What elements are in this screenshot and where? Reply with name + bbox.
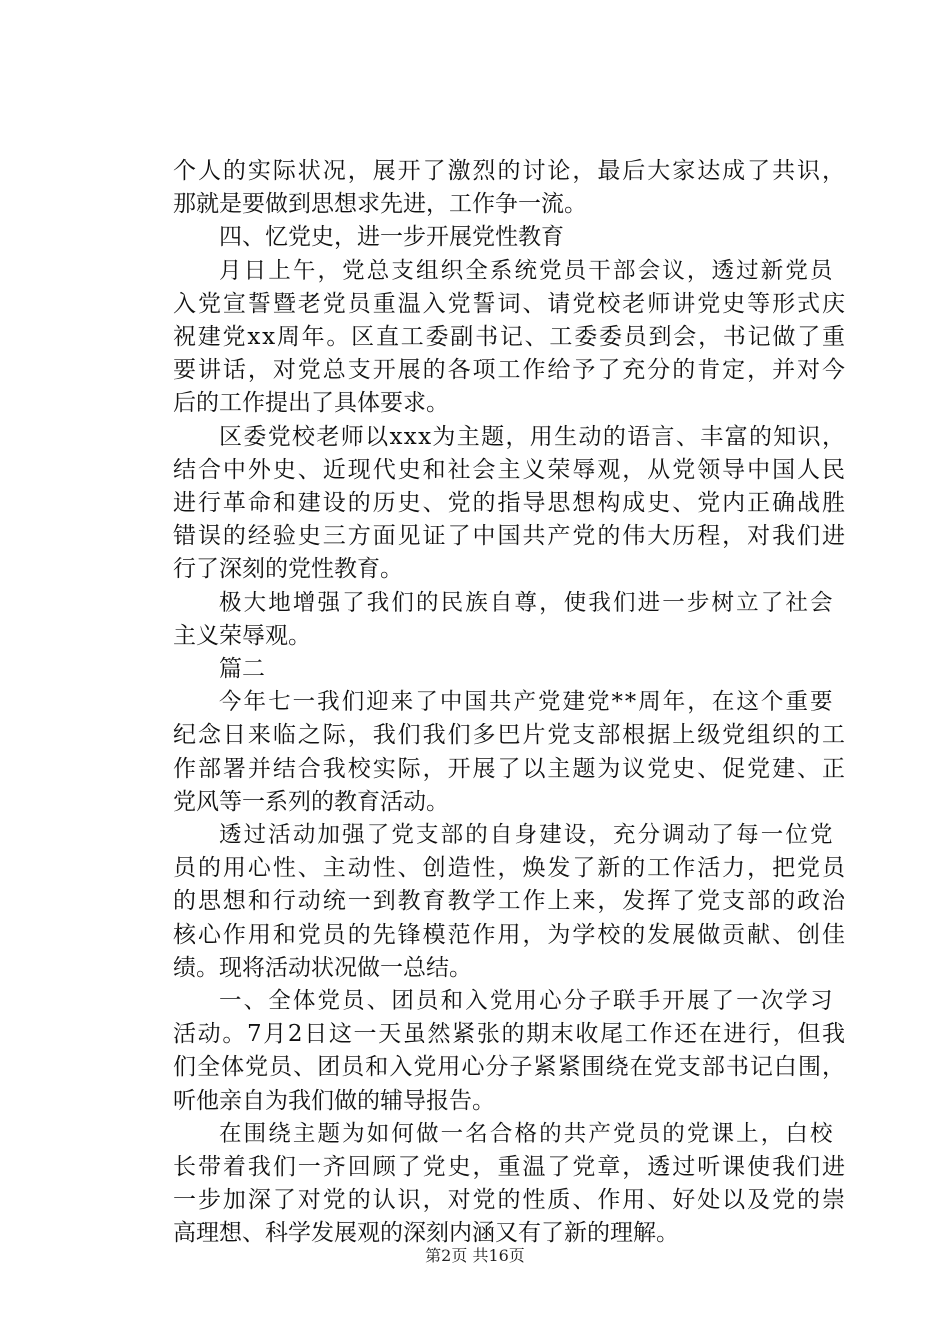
text-line: 核心作用和党员的先锋模范作用，为学校的发展做贡献、创佳 [173, 921, 847, 948]
text-line: 错误的经验史三方面见证了中国共产党的伟大历程，对我们进 [173, 523, 847, 550]
text-line: 篇二 [219, 656, 265, 682]
text-line: 今年七一我们迎来了中国共产党建党**周年，在这个重要 [219, 689, 835, 716]
text-line: 祝建党xx周年。区直工委副书记、工委委员到会，书记做了重 [173, 324, 847, 350]
text-line: 后的工作提出了具体要求。 [173, 390, 449, 417]
text-line: 纪念日来临之际，我们我们多巴片党支部根据上级党组织的工 [173, 722, 847, 749]
text-line: 听他亲自为我们做的辅导报告。 [173, 1087, 495, 1114]
text-line: 结合中外史、近现代史和社会主义荣辱观，从党领导中国人民 [173, 456, 847, 483]
text-line: 入党宣誓暨老党员重温入党誓词、请党校老师讲党史等形式庆 [173, 290, 847, 317]
text-line: 个人的实际状况，展开了激烈的讨论，最后大家达成了共识， [173, 158, 847, 184]
text-line: 行了深刻的党性教育。 [173, 556, 403, 583]
text-line: 一步加深了对党的认识，对党的性质、作用、好处以及党的崇 [173, 1187, 847, 1214]
text-line: 月日上午，党总支组织全系统党员干部会议，透过新党员 [219, 257, 835, 284]
text-line: 透过活动加强了党支部的自身建设，充分调动了每一位党 [219, 822, 835, 848]
text-line: 们全体党员、团员和入党用心分子紧紧围绕在党支部书记白围， [173, 1054, 847, 1081]
text-line: 高理想、科学发展观的深刻内涵又有了新的理解。 [173, 1220, 679, 1247]
text-line: 绩。现将活动状况做一总结。 [173, 954, 472, 981]
text-line: 那就是要做到思想求先进，工作争一流。 [173, 191, 587, 218]
text-line: 区委党校老师以xxx为主题，用生动的语言、丰富的知识， [219, 423, 847, 450]
text-line: 的思想和行动统一到教育教学工作上来，发挥了党支部的政治 [173, 888, 847, 915]
page-number-label: 第2页 共16页 [425, 1246, 525, 1265]
text-line: 一、全体党员、团员和入党用心分子联手开展了一次学习 [219, 988, 835, 1014]
text-line: 要讲话，对党总支开展的各项工作给予了充分的肯定，并对今 [173, 357, 847, 384]
text-line: 进行革命和建设的历史、党的指导思想构成史、党内正确战胜 [173, 490, 847, 516]
text-line: 主义荣辱观。 [173, 622, 311, 649]
text-line: 极大地增强了我们的民族自尊，使我们进一步树立了社会 [219, 589, 835, 616]
text-line: 长带着我们一齐回顾了党史，重温了党章，透过听课使我们进 [173, 1154, 847, 1180]
text-line: 活动。7月2日这一天虽然紧张的期末收尾工作还在进行，但我 [173, 1021, 847, 1048]
text-line: 在围绕主题为如何做一名合格的共产党员的党课上，白校 [219, 1120, 835, 1147]
text-line: 四、忆党史，进一步开展党性教育 [219, 224, 564, 251]
text-line: 员的用心性、主动性、创造性，焕发了新的工作活力，把党员 [173, 855, 847, 882]
text-line: 党风等一系列的教育活动。 [173, 788, 449, 815]
page-footer [0, 1243, 950, 1266]
text-line: 作部署并结合我校实际，开展了以主题为议党史、促党建、正 [173, 755, 847, 782]
